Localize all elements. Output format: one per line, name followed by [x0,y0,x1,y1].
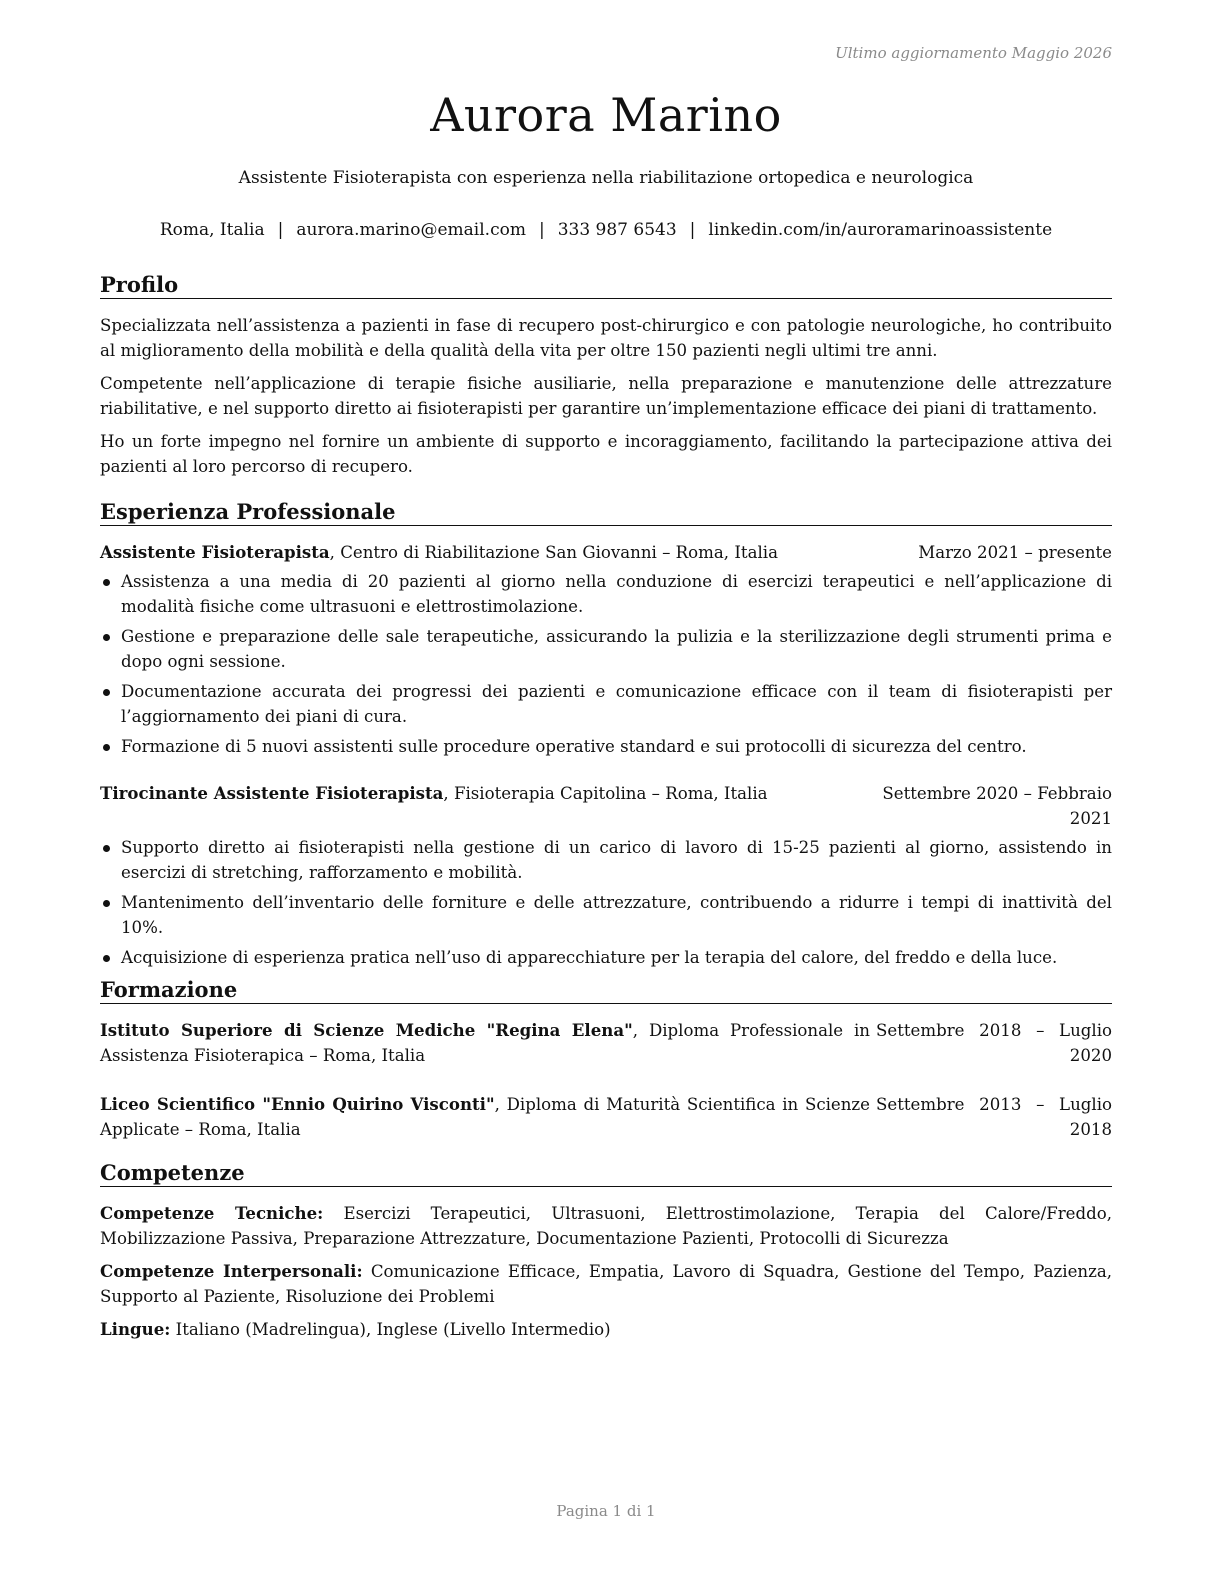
bullet-icon [103,689,110,696]
education-entry [100,1092,1112,1142]
bullet-icon [103,845,110,852]
list-item [100,569,1112,619]
contact-phone[interactable]: 333 987 6543 [557,220,677,240]
bullet-text: Assistenza a una media di 20 pazienti al giorno nella conduzione di esercizi terapeutici e nell’applicazione di modalità fisiche come ultrasuoni e elettrostimolazione. [121,572,1112,616]
job-role: Tirocinante Assistente Fisioterapista [100,783,444,803]
list-item [100,734,1112,759]
section-profile [100,272,1112,487]
section-title: Profilo [100,272,1112,299]
skill-label: Competenze Interpersonali: [100,1261,363,1281]
candidate-name: Aurora Marino [430,88,782,142]
contact-linkedin[interactable]: linkedin.com/in/auroramarinoassistente [708,220,1053,240]
section-education [100,977,1112,1142]
section-title: Esperienza Professionale [100,499,1112,526]
bullet-text: Formazione di 5 nuovi assistenti sulle procedure operative standard e sui protocolli di sicurezza del centro. [121,737,1027,756]
job-header [100,781,1112,831]
profile-paragraph: Ho un forte impegno nel fornire un ambiente di supporto e incoraggiamento, facilitando la partecipazione attiva dei pazienti al loro percorso di recupero. [100,432,1112,476]
profile-paragraph: Competente nell’applicazione di terapie fisiche ausiliarie, nella preparazione e manutenzione delle attrezzature riabilitative, e nel supporto diretto ai fisioterapisti per garantire un’implementazione efficace dei piani di trattamento. [100,374,1112,418]
contact-line [100,220,1112,240]
contact-email[interactable]: aurora.marino@email.com [296,220,526,240]
bullet-icon [103,579,110,586]
skill-label: Lingue: [100,1319,171,1339]
skill-text: Comunicazione Efficace, Empatia, Lavoro di Squadra, Gestione del Tempo, Pazienza, Supporto al Paziente, Risoluzione dei Problemi [100,1262,1112,1306]
education-end-year: 2020 [1069,1046,1112,1065]
resume-page [100,0,1112,1584]
school-detail: , Diploma di Maturità Scientifica in Scienze Applicate – Roma, Italia [100,1095,870,1139]
bullet-icon [103,744,110,751]
contact-separator: | [277,220,284,240]
page-number: Pagina 1 di 1 [556,1502,656,1520]
contact-separator: | [689,220,696,240]
education-entry [100,1018,1112,1068]
list-item [100,624,1112,674]
bullet-icon [103,634,110,641]
skill-line [100,1317,1112,1342]
bullet-icon [103,900,110,907]
list-item [100,679,1112,729]
job-entry [100,540,1112,759]
bullet-text: Gestione e preparazione delle sale terapeutiche, assicurando la pulizia e la sterilizzazione degli strumenti prima e dopo ogni sessione. [121,627,1112,671]
section-experience [100,499,1112,975]
bullet-text: Acquisizione di esperienza pratica nell’uso di apparecchiature per la terapia del calore, del freddo e della luce. [121,948,1058,967]
job-entry [100,781,1112,970]
job-dates: Marzo 2021 – presente [918,543,1112,562]
section-title: Competenze [100,1160,1112,1187]
job-place: , Fisioterapia Capitolina – Roma, Italia [443,784,768,803]
bullet-text: Mantenimento dell’inventario delle forniture e delle attrezzature, contribuendo a ridurre i tempi di inattività del 10%. [121,893,1112,937]
bullet-icon [103,955,110,962]
job-bullets [100,569,1112,759]
list-item [100,945,1112,970]
list-item [100,835,1112,885]
job-dates: Settembre 2020 – Febbraio 2021 [882,784,1112,828]
job-header [100,540,1112,565]
skill-line [100,1201,1112,1251]
skill-text: Esercizi Terapeutici, Ultrasuoni, Elettrostimolazione, Terapia del Calore/Freddo, Mobilizzazione Passiva, Preparazione Attrezzature, Documentazione Pazienti, Protocolli di Sicurezza [100,1204,1112,1248]
tagline: Assistente Fisioterapista con esperienza nella riabilitazione ortopedica e neurologica [238,168,974,188]
section-title: Formazione [100,977,1112,1004]
job-place: , Centro di Riabilitazione San Giovanni – Roma, Italia [329,543,778,562]
school-name: Liceo Scientifico "Ennio Quirino Visconti" [100,1094,495,1114]
education-dates: Settembre 2018 – Luglio [876,1021,1112,1040]
list-item [100,890,1112,940]
contact-separator: | [538,220,545,240]
profile-paragraph: Specializzata nell’assistenza a pazienti in fase di recupero post-chirurgico e con patologie neurologiche, ho contribuito al miglioramento della mobilità e della qualità della vita per oltre 150 pazienti negli ultimi tre anni. [100,316,1112,360]
education-end-year: 2018 [1069,1120,1112,1139]
school-name: Istituto Superiore di Scienze Mediche "Regina Elena" [100,1020,633,1040]
job-bullets [100,835,1112,970]
skill-line [100,1259,1112,1309]
last-updated: Ultimo aggiornamento Maggio 2026 [835,44,1112,62]
contact-location: Roma, Italia [159,220,265,240]
skill-text: Italiano (Madrelingua), Inglese (Livello Intermedio) [170,1320,611,1339]
bullet-text: Documentazione accurata dei progressi dei pazienti e comunicazione efficace con il team di fisioterapisti per l’aggiornamento dei piani di cura. [121,682,1112,726]
skill-label: Competenze Tecniche: [100,1203,324,1223]
school-detail: , Diploma Professionale in Assistenza Fisioterapica – Roma, Italia [100,1021,870,1065]
education-dates: Settembre 2013 – Luglio [876,1095,1112,1114]
bullet-text: Supporto diretto ai fisioterapisti nella gestione di un carico di lavoro di 15-25 pazienti al giorno, assistendo in esercizi di stretching, rafforzamento e mobilità. [121,838,1112,882]
job-role: Assistente Fisioterapista [100,542,330,562]
section-skills [100,1160,1112,1350]
